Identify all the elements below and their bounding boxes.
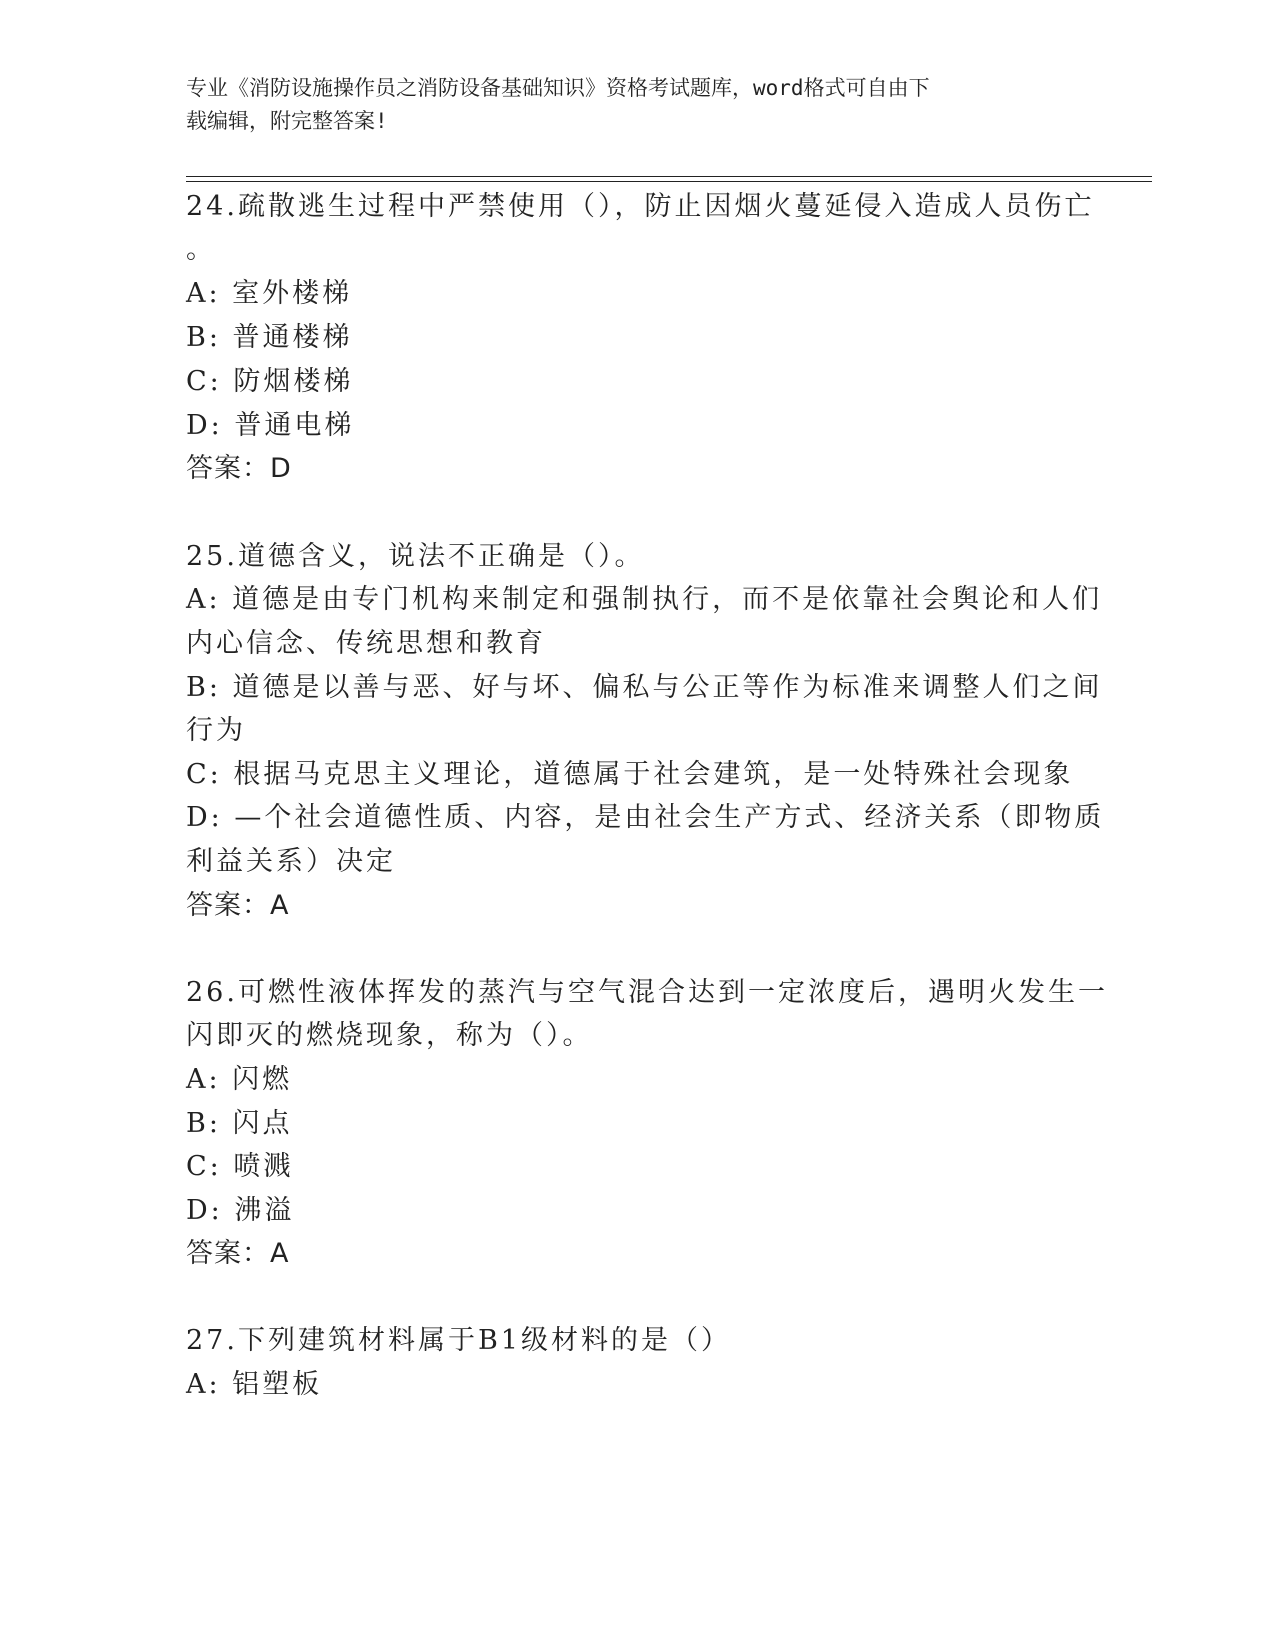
question-25-option-a-line-1: A: 道德是由专门机构来制定和强制执行，而不是依靠社会舆论和人们: [186, 584, 1103, 615]
question-26-option-d: D: 沸溢: [186, 1195, 295, 1226]
question-25-option-b-line-1: B: 道德是以善与恶、好与坏、偏私与公正等作为标准来调整人们之间: [186, 672, 1103, 703]
document-header: [186, 72, 1066, 138]
question-24-stem-line-2: 。: [186, 234, 216, 265]
question-25-option-a-line-2: 内心信念、传统思想和教育: [186, 628, 546, 659]
header-line-2: 载编辑，附完整答案!: [186, 109, 388, 133]
question-24-option-a: A: 室外楼梯: [186, 278, 353, 309]
header-line-1: 专业《消防设施操作员之消防设备基础知识》资格考试题库，word格式可自由下: [186, 76, 930, 100]
header-rule-top: [186, 176, 1152, 177]
header-rule-bottom: [186, 181, 1152, 182]
question-25-option-d-line-1: D: —个社会道德性质、内容，是由社会生产方式、经济关系（即物质: [186, 802, 1105, 833]
question-25-option-c: C: 根据马克思主义理论，道德属于社会建筑，是一处特殊社会现象: [186, 759, 1074, 790]
question-26-stem-line-2: 闪即灭的燃烧现象，称为（）。: [186, 1020, 593, 1051]
question-26-option-b: B: 闪点: [186, 1108, 293, 1139]
question-25-option-b-line-2: 行为: [186, 715, 246, 746]
question-26-stem-line-1: 26.可燃性液体挥发的蒸汽与空气混合达到一定浓度后，遇明火发生一: [186, 977, 1108, 1008]
question-24-option-c: C: 防烟楼梯: [186, 366, 354, 397]
question-25-answer: 答案：A: [186, 890, 290, 921]
question-26-option-c: C: 喷溅: [186, 1151, 294, 1182]
question-24-stem-line-1: 24.疏散逃生过程中严禁使用（），防止因烟火蔓延侵入造成人员伤亡: [186, 191, 1095, 222]
question-24-answer: 答案：D: [186, 453, 292, 484]
question-27-stem: 27.下列建筑材料属于B1级材料的是（）: [186, 1325, 731, 1356]
question-25-stem: 25.道德含义，说法不正确是（）。: [186, 541, 645, 572]
question-24-option-b: B: 普通楼梯: [186, 322, 353, 353]
question-25-option-d-line-2: 利益关系）决定: [186, 846, 396, 877]
question-26-answer: 答案：A: [186, 1238, 290, 1269]
question-26-option-a: A: 闪燃: [186, 1064, 293, 1095]
question-27-option-a: A: 铝塑板: [186, 1369, 323, 1400]
question-24-option-d: D: 普通电梯: [186, 410, 355, 441]
